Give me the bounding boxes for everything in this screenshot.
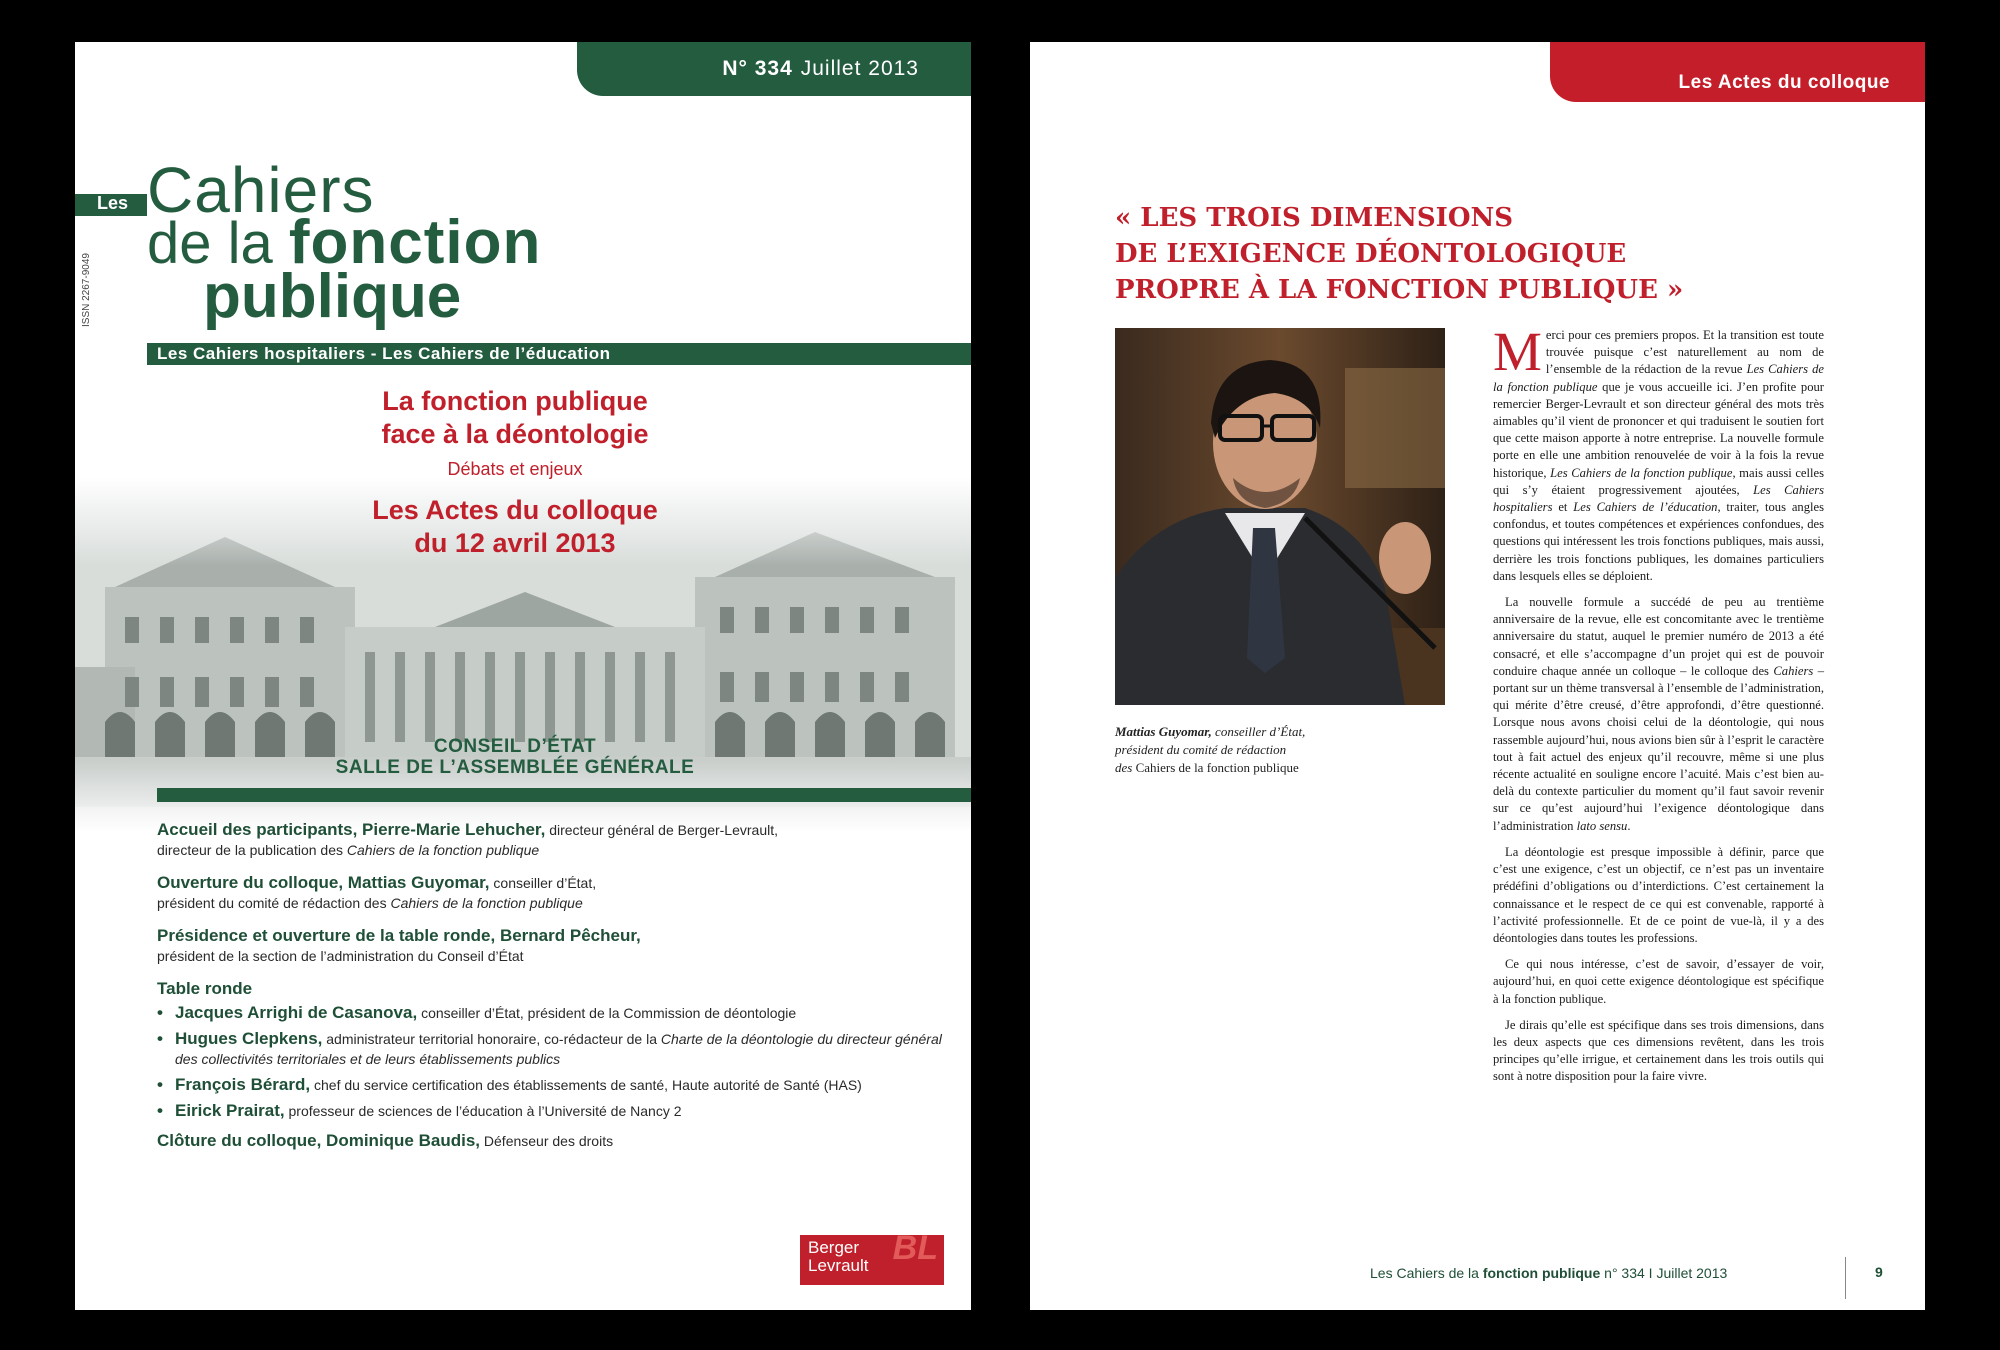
logo-les: Les [97, 193, 129, 213]
cover-page [75, 42, 971, 1310]
table-ronde-item: • Jacques Arrighi de Casanova, conseiller d’État, président de la Commission de déontologie [157, 1003, 947, 1023]
green-rule [157, 788, 971, 802]
cover-venue: CONSEIL D’ÉTAT SALLE DE L’ASSEMBLÉE GÉNÉRALE [335, 736, 695, 778]
footer-divider [1845, 1257, 1846, 1299]
logo-cahiers: Cahiers [147, 154, 375, 226]
cover-headline: La fonction publique face à la déontologie [381, 386, 649, 449]
cover-tagline: Débats et enjeux [447, 459, 583, 479]
paragraph: Merci pour ces premiers propos. Et la transition est toute trouvée puisque c’est naturellement au nom de l’ensemble de la rédaction de la revue Les Cahiers de la fonction publique que je vous accueille ici. J’en profite pour remercier Berger-Levrault et son directeur général des mots très aimables qu’il vient de prononcer et qui traduisent le soutien fort que cette maison apporte à notre entreprise. La nouvelle formule porte en elle une ambition renouvelée de voir à la fois la revue historique, Les Cahiers de la fonction publique, mais aussi celles qui s’y étaient progressivement ajoutées, Les Cahiers hospitaliers et Les Cahiers de l’éducation, traiter, tous angles confondus, et toutes compétences et expériences confondues, des questions qui intéressent les trois fonctions publiques, mais aussi, derrière les trois fonctions publiques, les domaines particuliers dans lesquels elles se déploient. [1493, 321, 1825, 583]
article-page [1030, 42, 1925, 1310]
cover-acts-title: Les Actes du colloque du 12 avril 2013 [372, 495, 658, 558]
program-item: Ouverture du colloque, Mattias Guyomar, conseiller d’État, président du comité de rédaction des Cahiers de la fonction publique [157, 873, 597, 911]
table-ronde-item: • Hugues Clepkens, administrateur territorial honoraire, co-rédacteur de la Charte de la déontologie du directeur général des collectivités territoriales et de leurs établissements publics [157, 1029, 947, 1069]
issn: ISSN 2267-9049 [81, 253, 92, 327]
program-item: Présidence et ouverture de la table ronde, Bernard Pêcheur, président de la section de l’administration du Conseil d’État [157, 926, 641, 964]
article-body [1493, 321, 1825, 1095]
speaker-photo [1115, 328, 1445, 705]
table-ronde-title: Table ronde [157, 979, 253, 998]
photo-caption: Mattias Guyomar, conseiller d’État, président du comité de rédaction des Cahiers de la fonction publique [1115, 724, 1306, 775]
publisher-logo: Berger Levrault BL [800, 1235, 944, 1285]
page-number: 9 [1875, 1264, 1883, 1280]
paragraph: Ce qui nous intéresse, c’est de savoir, d’essayer de voir, aujourd’hui, en quoi cette exigence déontologique est spécifique à la fonction publique. [1493, 957, 1824, 1006]
paragraph: La nouvelle formule a succédé de peu au trentième anniversaire de la revue, elle est concomitante avec le trentième anniversaire du statut, auquel le premier numéro de 2013 a été consacré, et elle s’accompagne d’un projet qui est de pouvoir conduire chaque année un colloque – le colloque des Cahiers – portant sur un thème transversal à l’ensemble de l’administration, qui mérite d’être creusé, d’être approfondi, d’être questionné. Lorsque nous avons choisi celui de la déontologie, qui nous rassemble aujourd’hui, nous avions bien sûr à l’esprit le caractère tout à fait actuel des enjeux qu’il recouvre, même si une plus récente actualité en souligne encore l’acuité. Mais c’est bien au-delà du contexte particulier du moment qu’il faut savoir revenir sur ce qu’est aujourd’hui l’exigence déontologique dans l’administration lato sensu. [1493, 595, 1824, 833]
logo-publique: publique [203, 262, 462, 331]
section-tab: Les Actes du colloque [1550, 42, 1925, 102]
paragraph: Je dirais qu’elle est spécifique dans ses trois dimensions, dans les deux aspects que ces dimensions revêtent, dans les trois principes qu’elle irrigue, et certainement dans les trois outils qui sont à notre disposition pour la faire vivre. [1493, 1017, 1824, 1084]
program-item: Accueil des participants, Pierre-Marie Lehucher, directeur général de Berger-Levrault, directeur de la publication des Cahiers de la fonction publique [157, 820, 778, 858]
table-ronde-item: • François Bérard, chef du service certification des établissements de santé, Haute autorité de Santé (HAS) [157, 1075, 947, 1095]
program-closing: Clôture du colloque, Dominique Baudis, Défenseur des droits [157, 1131, 614, 1150]
table-ronde-item: • Eirick Prairat, professeur de sciences de l’éducation à l’Université de Nancy 2 [157, 1101, 947, 1121]
article-title: « LES TROIS DIMENSIONS DE L’EXIGENCE DÉONTOLOGIQUE PROPRE À LA FONCTION PUBLIQUE » [1115, 203, 1684, 305]
issue-tab [577, 42, 971, 96]
drop-cap: M [1493, 321, 1542, 382]
issue-number: N° 334 [722, 57, 793, 80]
logo-de-la-fonction: de la fonction [147, 208, 542, 277]
cover-subtitle: Les Cahiers hospitaliers - Les Cahiers de l’éducation [147, 343, 971, 365]
issue-date: Juillet 2013 [800, 57, 919, 80]
paragraph: La déontologie est presque impossible à définir, parce que c’est une exigence, c’est un objectif, ce n’est pas un inventaire prédéfini d’obligations ou d’interdictions. C’est certainement la connaissance et le respect de ce qui est convenable, rapporté à l’activité professionnelle. Et de ce point de vue-là, il y a des déontologies dans toutes les professions. [1493, 844, 1824, 945]
running-footer: Les Cahiers de la fonction publique n° 334 I Juillet 2013 [1370, 1265, 1728, 1281]
program-list [157, 820, 947, 1164]
